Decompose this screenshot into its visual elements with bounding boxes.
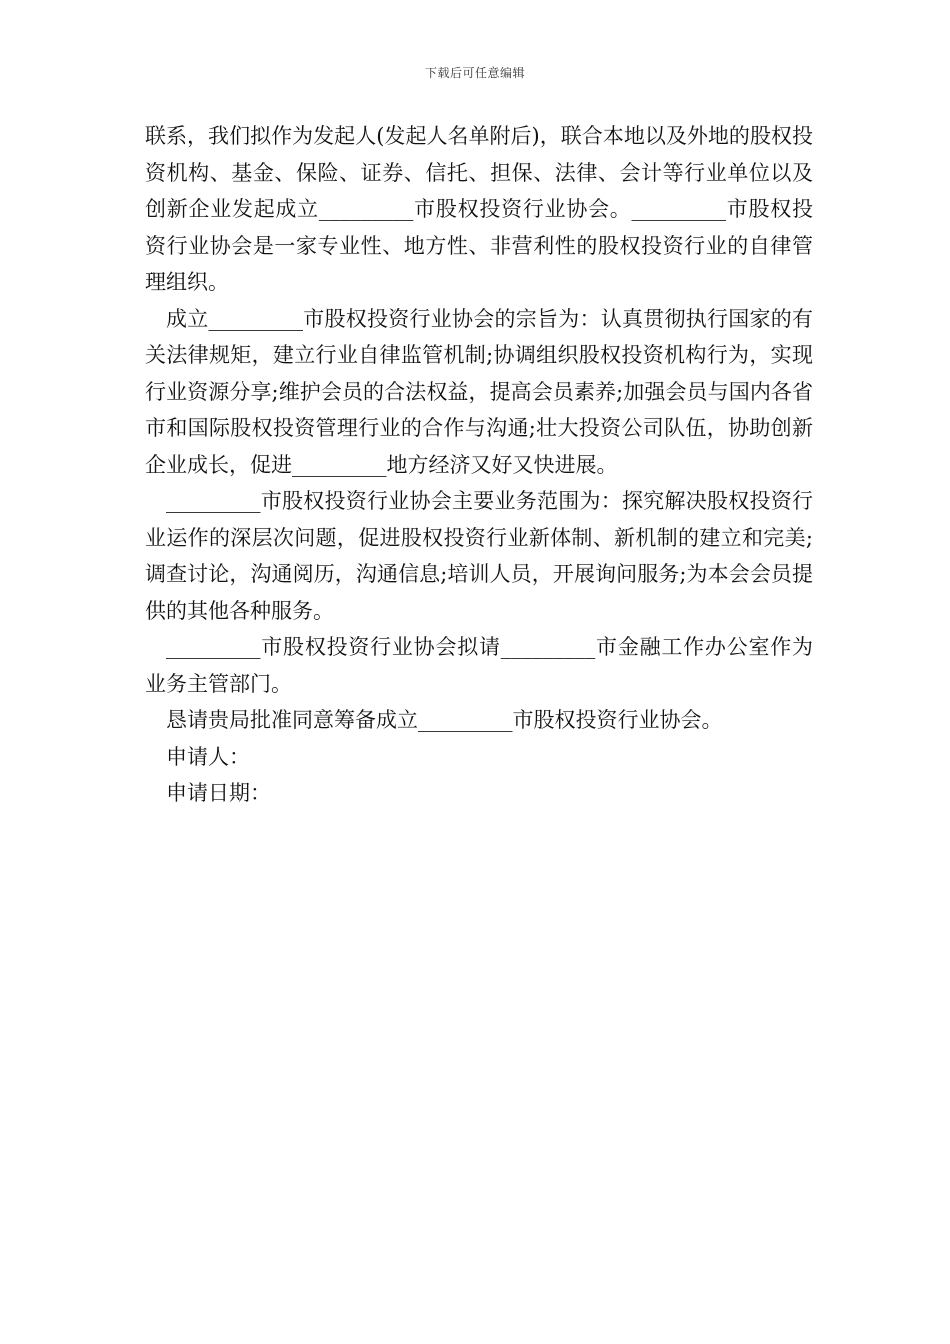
- paragraph-request: 恳请贵局批准同意筹备成立_________市股权投资行业协会。: [166, 708, 723, 732]
- paragraph-supervisor: _________市股权投资行业协会拟请_________市金融工作办公室作为业务主管部门。: [145, 635, 813, 696]
- paragraph-purpose: 成立_________市股权投资行业协会的宗旨为：认真贯彻执行国家的有关法律规矩，建立行业自律监管机制;协调组织股权投资机构行为，实现行业资源分享;维护会员的合法权益，提高会员素养;加强会员与国内各省市和国际股权投资管理行业的合作与沟通;壮大投资公司队伍，协助创新企业成长，促进_________地方经济又好又快进展。: [145, 306, 813, 477]
- paragraph-intro: 联系，我们拟作为发起人(发起人名单附后)，联合本地以及外地的股权投资机构、基金、保险、证券、信托、担保、法律、会计等行业单位以及创新企业发起成立_________市股权投资行业协会。_________市股权投资行业协会是一家专业性、地方性、非营利性的股权投资行业的自律管理组织。: [145, 124, 813, 294]
- paragraph-scope: _________市股权投资行业协会主要业务范围为：探究解决股权投资行业运作的深层次问题，促进股权投资行业新体制、新机制的建立和完美;调查讨论，沟通阅历，沟通信息;培训人员，开展询问服务;为本会会员提供的其他各种服务。: [145, 489, 813, 623]
- applicant-label: 申请人：: [166, 744, 250, 769]
- page-header: 下载后可任意编辑: [424, 66, 525, 80]
- application-date-label: 申请日期：: [166, 781, 271, 805]
- document-body: [145, 118, 813, 812]
